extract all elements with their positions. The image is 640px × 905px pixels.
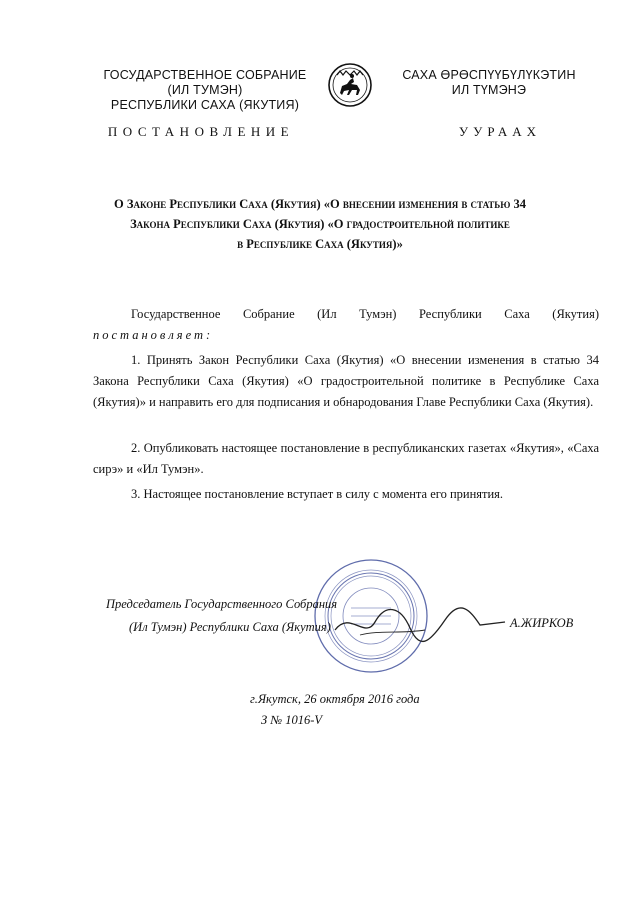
doc-type-sakha: УУРААХ (458, 124, 542, 139)
place-date: г.Якутск, 26 октября 2016 года (250, 692, 420, 706)
header-left-line-3: РЕСПУБЛИКИ САХА (ЯКУТИЯ) (110, 98, 300, 112)
header-right-block (384, 68, 594, 98)
signatory-name: А.ЖИРКОВ (510, 616, 574, 630)
signatory-position (106, 593, 356, 639)
header-left-block (80, 68, 330, 113)
signatory-position-line-2: (Ил Тумэн) Республики Саха (Якутия) (129, 620, 331, 634)
place-and-date-block (250, 689, 420, 731)
item-3: 3. Настоящее постановление вступает в силу с момента его принятия. (131, 487, 504, 501)
title-line-2: Закона Республики Саха (Якутия) «О градостроительной политике (130, 217, 510, 231)
signatory-position-line-1: Председатель Государственного Собрания (106, 597, 338, 611)
preamble-text: Государственное Собрание (Ил Тумэн) Республики Саха (Якутия) (131, 307, 599, 321)
decides-word: постановляет: (93, 328, 214, 342)
document-number: З № 1016-V (261, 713, 323, 727)
item-1: 1. Принять Закон Республики Саха (Якутия) «О внесении изменения в статью 34 Закона Республики Саха (Якутия) «О градостроительной политике в Республике Саха (Якутия)» и направить его для подписания и обнародования Главе Республики Саха (Якутия). (93, 353, 599, 409)
title-line-1: О Законе Республики Саха (Якутия) «О внесении изменения в статью 34 (114, 197, 526, 211)
coat-of-arms-icon (327, 62, 373, 108)
preamble (93, 304, 599, 346)
header-right-line-2: ИЛ ТҮМЭНЭ (451, 83, 527, 97)
header-left-line-1: ГОСУДАРСТВЕННОЕ СОБРАНИЕ (103, 68, 307, 82)
document-title (90, 194, 550, 254)
title-line-3: в Республике Саха (Якутия)» (237, 237, 403, 251)
header-left-line-2: (ИЛ ТУМЭН) (167, 83, 243, 97)
item-2: 2. Опубликовать настоящее постановление в республиканских газетах «Якутия», «Саха сирэ» и «Ил Тумэн». (93, 441, 599, 476)
header-right-line-1: САХА ӨРӨСПҮҮБҮЛҮКЭТИН (402, 68, 576, 82)
doc-type-ru: ПОСТАНОВЛЕНИЕ (107, 124, 295, 139)
handwritten-signature (330, 600, 510, 650)
